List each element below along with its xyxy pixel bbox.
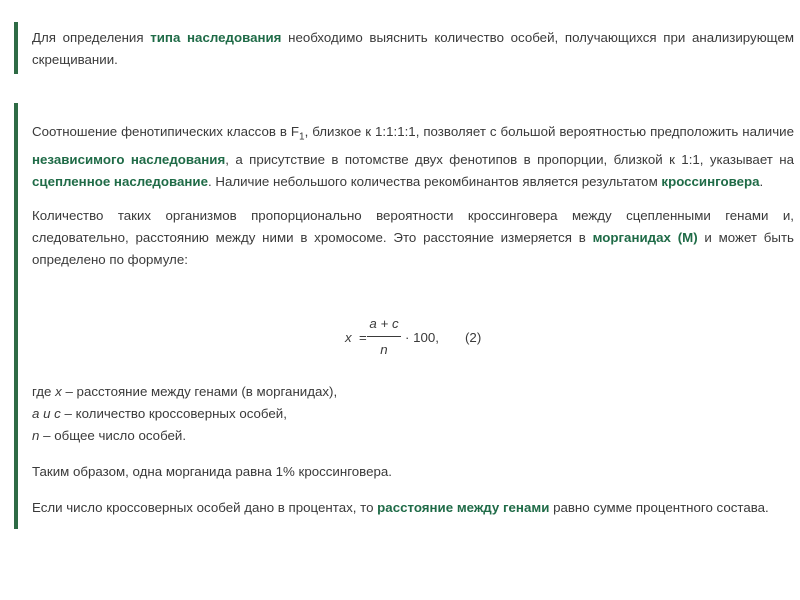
text-span: – расстояние между генами (в морганидах), [61, 383, 338, 399]
fraction-bar [367, 336, 401, 337]
term-crossing-over: кроссинговера [661, 173, 760, 189]
text-span: Если число кроссоверных особей дано в процентах, то [32, 499, 378, 515]
definitions-list [32, 381, 794, 447]
intro-block [14, 22, 800, 74]
term-gene-distance: расстояние между генами [377, 499, 550, 515]
definition-n [32, 425, 794, 447]
subscript: 1 [299, 131, 305, 143]
definition-a-c [32, 403, 794, 425]
formula-equals: = [359, 330, 367, 345]
formula-multiplier: · 100, [405, 330, 440, 345]
term-independent-inheritance: независимого наследования [32, 151, 226, 167]
text-span: – общее число особей. [39, 427, 187, 443]
definition-x [32, 381, 794, 403]
paragraph-morganids [32, 205, 794, 271]
text-span: где [32, 383, 56, 399]
text-span: и может быть определено по формуле: [32, 229, 794, 267]
formula-variable-x: x [345, 330, 352, 345]
term-linked-inheritance: сцепленное наследование [32, 173, 208, 189]
distance-formula [345, 318, 545, 366]
variable: a и c [32, 405, 61, 421]
formula-number: (2) [465, 330, 482, 345]
text-span: , а присутствие в потомстве двух фенотипов в пропорции, близкой к 1:1, указывает на [225, 151, 794, 167]
text-span: Для определения [32, 30, 151, 45]
term-morganids: морганидах (М) [592, 229, 698, 245]
text-span: равно сумме процентного состава. [549, 499, 769, 515]
variable: n [32, 427, 40, 443]
text-span: необходимо выяснить количество особей, получающихся при анализирующем скрещивании. [32, 30, 794, 67]
paragraph-percent [32, 497, 794, 519]
variable: x [55, 383, 62, 399]
formula-denominator: n [380, 342, 388, 357]
paragraph-phenotype-ratio [32, 121, 794, 193]
intro-paragraph [32, 27, 794, 71]
paragraph-conclusion: Таким образом, одна морганида равна 1% кроссинговера. [32, 463, 392, 479]
text-span: – количество кроссоверных особей, [60, 405, 287, 421]
term-inheritance-type: типа наследования [150, 30, 282, 45]
text-span: . [759, 173, 764, 189]
text-span: Соотношение фенотипических классов в F [32, 124, 300, 139]
main-block [14, 103, 800, 529]
text-span: . Наличие небольшого количества рекомбинантов является результатом [207, 173, 662, 189]
text-span: , близкое к 1:1:1:1, позволяет с большой вероятностью предположить наличие [304, 124, 794, 139]
text-span: Количество таких организмов пропорционально вероятности кроссинговера между сцепленными генами и, следовательно, расстоянию между ними в хромосоме. Это расстояние измеряется в [32, 207, 794, 245]
formula-numerator: a + c [369, 316, 399, 331]
